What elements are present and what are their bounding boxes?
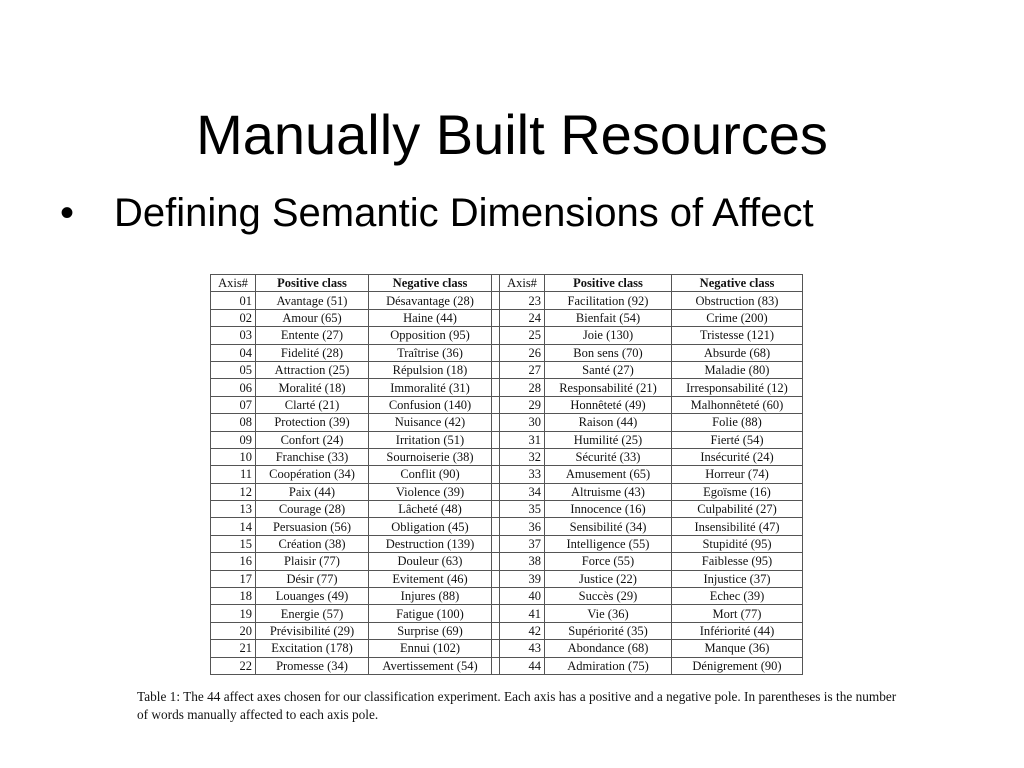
positive-class-cell: Moralité (18): [256, 379, 369, 396]
axis-number: 29: [500, 396, 545, 413]
table-row: [211, 292, 803, 309]
positive-class-cell: Facilitation (92): [545, 292, 672, 309]
positive-class-cell: Fidelité (28): [256, 344, 369, 361]
column-separator: [492, 396, 500, 413]
positive-class-cell: Attraction (25): [256, 361, 369, 378]
axis-number: 02: [211, 309, 256, 326]
negative-class-cell: Obstruction (83): [672, 292, 803, 309]
axis-number: 19: [211, 605, 256, 622]
column-separator: [492, 518, 500, 535]
table-row: [211, 327, 803, 344]
negative-class-cell: Violence (39): [369, 483, 492, 500]
axis-number: 06: [211, 379, 256, 396]
negative-class-cell: Haine (44): [369, 309, 492, 326]
table-row: [211, 379, 803, 396]
positive-class-cell: Amour (65): [256, 309, 369, 326]
negative-class-cell: Echec (39): [672, 588, 803, 605]
positive-class-cell: Succès (29): [545, 588, 672, 605]
positive-class-cell: Prévisibilité (29): [256, 622, 369, 639]
axis-number: 27: [500, 361, 545, 378]
column-separator: [492, 275, 500, 292]
negative-class-cell: Folie (88): [672, 414, 803, 431]
table-row: [211, 622, 803, 639]
axis-number: 36: [500, 518, 545, 535]
column-separator: [492, 344, 500, 361]
axis-number: 37: [500, 535, 545, 552]
negative-class-cell: Répulsion (18): [369, 361, 492, 378]
negative-class-cell: Surprise (69): [369, 622, 492, 639]
positive-class-cell: Altruisme (43): [545, 483, 672, 500]
positive-class-cell: Sécurité (33): [545, 448, 672, 465]
negative-class-cell: Crime (200): [672, 309, 803, 326]
axis-number: 24: [500, 309, 545, 326]
table-row: [211, 657, 803, 674]
negative-class-cell: Confusion (140): [369, 396, 492, 413]
positive-class-cell: Joie (130): [545, 327, 672, 344]
axis-number: 43: [500, 640, 545, 657]
header-negative-right: Negative class: [672, 275, 803, 292]
positive-class-cell: Persuasion (56): [256, 518, 369, 535]
positive-class-cell: Raison (44): [545, 414, 672, 431]
negative-class-cell: Stupidité (95): [672, 535, 803, 552]
positive-class-cell: Innocence (16): [545, 501, 672, 518]
positive-class-cell: Sensibilité (34): [545, 518, 672, 535]
column-separator: [492, 535, 500, 552]
positive-class-cell: Santé (27): [545, 361, 672, 378]
header-negative-left: Negative class: [369, 275, 492, 292]
positive-class-cell: Franchise (33): [256, 448, 369, 465]
column-separator: [492, 414, 500, 431]
axis-number: 20: [211, 622, 256, 639]
column-separator: [492, 553, 500, 570]
negative-class-cell: Nuisance (42): [369, 414, 492, 431]
column-separator: [492, 605, 500, 622]
negative-class-cell: Egoïsme (16): [672, 483, 803, 500]
header-axis-right: Axis#: [500, 275, 545, 292]
table-row: [211, 640, 803, 657]
positive-class-cell: Louanges (49): [256, 588, 369, 605]
negative-class-cell: Traîtrise (36): [369, 344, 492, 361]
axis-number: 31: [500, 431, 545, 448]
axis-number: 11: [211, 466, 256, 483]
positive-class-cell: Coopération (34): [256, 466, 369, 483]
column-separator: [492, 570, 500, 587]
table-row: [211, 588, 803, 605]
axis-number: 22: [211, 657, 256, 674]
axis-number: 04: [211, 344, 256, 361]
negative-class-cell: Insécurité (24): [672, 448, 803, 465]
negative-class-cell: Obligation (45): [369, 518, 492, 535]
table-row: [211, 570, 803, 587]
negative-class-cell: Conflit (90): [369, 466, 492, 483]
negative-class-cell: Manque (36): [672, 640, 803, 657]
axis-number: 13: [211, 501, 256, 518]
table-row: [211, 501, 803, 518]
negative-class-cell: Insensibilité (47): [672, 518, 803, 535]
axis-number: 44: [500, 657, 545, 674]
axis-number: 05: [211, 361, 256, 378]
header-axis-left: Axis#: [211, 275, 256, 292]
axis-number: 38: [500, 553, 545, 570]
bullet-text: Defining Semantic Dimensions of Affect: [114, 191, 814, 235]
positive-class-cell: Force (55): [545, 553, 672, 570]
table-row: [211, 518, 803, 535]
positive-class-cell: Excitation (178): [256, 640, 369, 657]
column-separator: [492, 292, 500, 309]
axis-number: 16: [211, 553, 256, 570]
negative-class-cell: Dénigrement (90): [672, 657, 803, 674]
negative-class-cell: Culpabilité (27): [672, 501, 803, 518]
positive-class-cell: Promesse (34): [256, 657, 369, 674]
table-body: [211, 292, 803, 675]
axis-number: 03: [211, 327, 256, 344]
column-separator: [492, 622, 500, 639]
positive-class-cell: Confort (24): [256, 431, 369, 448]
positive-class-cell: Justice (22): [545, 570, 672, 587]
axis-number: 17: [211, 570, 256, 587]
negative-class-cell: Injures (88): [369, 588, 492, 605]
table-caption: Table 1: The 44 affect axes chosen for our classification experiment. Each axis has a positive and a negative pole. In parentheses is the number of words manually affected to each axis pole.: [137, 689, 897, 722]
negative-class-cell: Mort (77): [672, 605, 803, 622]
positive-class-cell: Abondance (68): [545, 640, 672, 657]
axis-number: 39: [500, 570, 545, 587]
table-row: [211, 483, 803, 500]
table-row: [211, 448, 803, 465]
positive-class-cell: Bon sens (70): [545, 344, 672, 361]
axis-number: 01: [211, 292, 256, 309]
axis-number: 14: [211, 518, 256, 535]
positive-class-cell: Vie (36): [545, 605, 672, 622]
negative-class-cell: Irresponsabilité (12): [672, 379, 803, 396]
negative-class-cell: Destruction (139): [369, 535, 492, 552]
table-row: [211, 431, 803, 448]
negative-class-cell: Irritation (51): [369, 431, 492, 448]
axis-number: 40: [500, 588, 545, 605]
column-separator: [492, 431, 500, 448]
negative-class-cell: Infériorité (44): [672, 622, 803, 639]
positive-class-cell: Courage (28): [256, 501, 369, 518]
positive-class-cell: Responsabilité (21): [545, 379, 672, 396]
positive-class-cell: Création (38): [256, 535, 369, 552]
column-separator: [492, 640, 500, 657]
positive-class-cell: Plaisir (77): [256, 553, 369, 570]
negative-class-cell: Fatigue (100): [369, 605, 492, 622]
negative-class-cell: Sournoiserie (38): [369, 448, 492, 465]
positive-class-cell: Intelligence (55): [545, 535, 672, 552]
table-header-row: [211, 275, 803, 292]
positive-class-cell: Energie (57): [256, 605, 369, 622]
positive-class-cell: Paix (44): [256, 483, 369, 500]
negative-class-cell: Faiblesse (95): [672, 553, 803, 570]
table-row: [211, 605, 803, 622]
axis-number: 33: [500, 466, 545, 483]
negative-class-cell: Lâcheté (48): [369, 501, 492, 518]
column-separator: [492, 448, 500, 465]
positive-class-cell: Bienfait (54): [545, 309, 672, 326]
axis-number: 32: [500, 448, 545, 465]
axis-number: 34: [500, 483, 545, 500]
axis-number: 07: [211, 396, 256, 413]
axis-number: 26: [500, 344, 545, 361]
negative-class-cell: Opposition (95): [369, 327, 492, 344]
column-separator: [492, 483, 500, 500]
positive-class-cell: Supériorité (35): [545, 622, 672, 639]
positive-class-cell: Clarté (21): [256, 396, 369, 413]
negative-class-cell: Ennui (102): [369, 640, 492, 657]
axis-number: 23: [500, 292, 545, 309]
column-separator: [492, 657, 500, 674]
table-row: [211, 344, 803, 361]
negative-class-cell: Horreur (74): [672, 466, 803, 483]
axis-number: 18: [211, 588, 256, 605]
negative-class-cell: Douleur (63): [369, 553, 492, 570]
axis-number: 42: [500, 622, 545, 639]
bullet-dot-icon: •: [60, 191, 75, 235]
axis-number: 09: [211, 431, 256, 448]
positive-class-cell: Désir (77): [256, 570, 369, 587]
axis-number: 25: [500, 327, 545, 344]
axis-number: 28: [500, 379, 545, 396]
header-positive-right: Positive class: [545, 275, 672, 292]
positive-class-cell: Avantage (51): [256, 292, 369, 309]
column-separator: [492, 501, 500, 518]
column-separator: [492, 466, 500, 483]
negative-class-cell: Fierté (54): [672, 431, 803, 448]
header-positive-left: Positive class: [256, 275, 369, 292]
negative-class-cell: Désavantage (28): [369, 292, 492, 309]
column-separator: [492, 379, 500, 396]
column-separator: [492, 361, 500, 378]
negative-class-cell: Maladie (80): [672, 361, 803, 378]
negative-class-cell: Avertissement (54): [369, 657, 492, 674]
axis-number: 08: [211, 414, 256, 431]
table-row: [211, 466, 803, 483]
negative-class-cell: Absurde (68): [672, 344, 803, 361]
column-separator: [492, 327, 500, 344]
positive-class-cell: Entente (27): [256, 327, 369, 344]
negative-class-cell: Injustice (37): [672, 570, 803, 587]
axis-number: 21: [211, 640, 256, 657]
positive-class-cell: Admiration (75): [545, 657, 672, 674]
axis-number: 30: [500, 414, 545, 431]
table-row: [211, 361, 803, 378]
negative-class-cell: Tristesse (121): [672, 327, 803, 344]
axis-number: 10: [211, 448, 256, 465]
positive-class-cell: Honnêteté (49): [545, 396, 672, 413]
table-row: [211, 535, 803, 552]
axis-number: 41: [500, 605, 545, 622]
negative-class-cell: Immoralité (31): [369, 379, 492, 396]
positive-class-cell: Humilité (25): [545, 431, 672, 448]
positive-class-cell: Protection (39): [256, 414, 369, 431]
negative-class-cell: Malhonnêteté (60): [672, 396, 803, 413]
positive-class-cell: Amusement (65): [545, 466, 672, 483]
axis-number: 12: [211, 483, 256, 500]
axis-number: 15: [211, 535, 256, 552]
column-separator: [492, 309, 500, 326]
affect-axes-table: [210, 274, 803, 675]
column-separator: [492, 588, 500, 605]
axis-number: 35: [500, 501, 545, 518]
table-row: [211, 553, 803, 570]
bullet-item: [60, 188, 814, 238]
table-row: [211, 414, 803, 431]
table-row: [211, 309, 803, 326]
table-row: [211, 396, 803, 413]
negative-class-cell: Evitement (46): [369, 570, 492, 587]
slide-title: Manually Built Resources: [196, 102, 828, 166]
